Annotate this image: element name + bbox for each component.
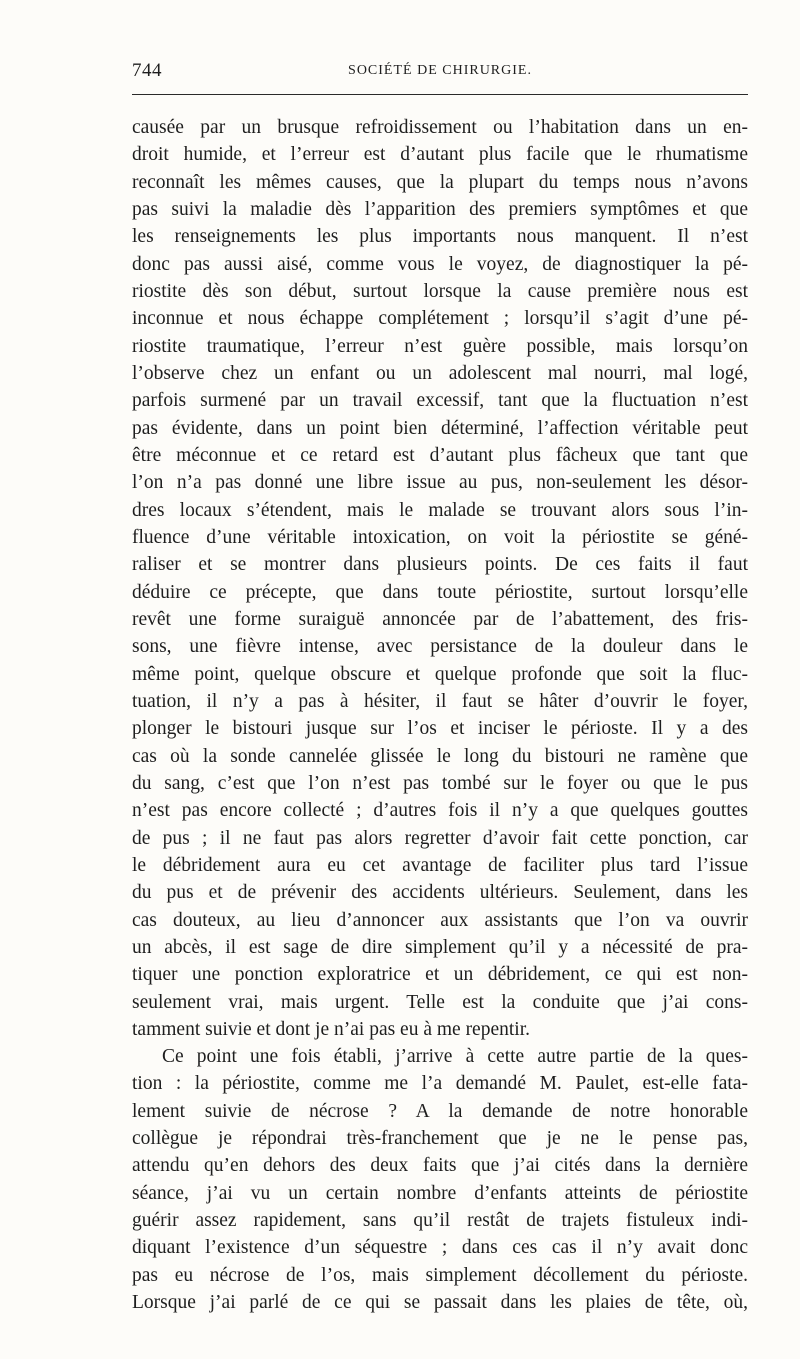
text-line: inconnue et nous échappe complétement ; lorsqu’il s’agit d’une pé- [132, 308, 748, 330]
text-line: sons, une fièvre intense, avec persistance de la douleur dans le [132, 636, 748, 658]
page-number: 744 [132, 60, 162, 81]
text-line: pas évidente, dans un point bien déterminé, l’affection véritable peut [132, 417, 748, 439]
text-line: un abcès, il est sage de dire simplement qu’il y a nécessité de pra- [132, 936, 748, 958]
text-line: de pus ; il ne faut pas alors regretter d’avoir fait cette ponction, car [132, 827, 748, 849]
text-line: diquant l’existence d’un séquestre ; dans ces cas il n’y avait donc [132, 1237, 748, 1259]
text-line: être méconnue et ce retard est d’autant plus fâcheux que tant que [132, 444, 748, 466]
text-line: dres locaux s’étendent, mais le malade se trouvant alors sous l’in- [132, 499, 748, 521]
text-line: collègue je répondrai très-franchement que je ne le pense pas, [132, 1128, 748, 1150]
text-line: raliser et se montrer dans plusieurs points. De ces faits il faut [132, 554, 748, 576]
text-line: tiquer une ponction exploratrice et un débridement, ce qui est non- [132, 964, 748, 986]
text-line: cas où la sonde cannelée glissée le long du bistouri ne ramène que [132, 745, 748, 767]
text-line: l’observe chez un enfant ou un adolescent mal nourri, mal logé, [132, 362, 748, 384]
text-line: riostite dès son début, surtout lorsque la cause première nous est [132, 280, 748, 302]
text-line: cas douteux, au lieu d’annoncer aux assistants que l’on va ouvrir [132, 909, 748, 931]
text-line: les renseignements les plus importants nous manquent. Il n’est [132, 226, 748, 248]
text-line: parfois surmené par un travail excessif, tant que la fluctuation n’est [132, 390, 748, 412]
body-text [132, 114, 748, 1316]
text-line: l’on n’a pas donné une libre issue au pus, non-seulement les désor- [132, 472, 748, 494]
text-line: droit humide, et l’erreur est d’autant plus facile que le rhumatisme [132, 144, 748, 166]
text-line: lement suivie de nécrose ? A la demande de notre honorable [132, 1100, 748, 1122]
text-line: donc pas aussi aisé, comme vous le voyez, de diagnostiquer la pé- [132, 253, 748, 275]
text-line: Lorsque j’ai parlé de ce qui se passait dans les plaies de tête, où, [132, 1292, 748, 1314]
text-line: guérir assez rapidement, sans qu’il restât de trajets fistuleux indi- [132, 1210, 748, 1232]
text-line: du pus et de prévenir des accidents ultérieurs. Seulement, dans les [132, 882, 748, 904]
text-line: causée par un brusque refroidissement ou l’habitation dans un en- [132, 117, 748, 138]
text-line: pas eu nécrose de l’os, mais simplement décollement du périoste. [132, 1264, 748, 1286]
text-line: le débridement aura eu cet avantage de faciliter plus tard l’issue [132, 854, 748, 876]
paragraph-end-line: tamment suivie et dont je n’ai pas eu à me repentir. [132, 1018, 530, 1040]
text-line: même point, quelque obscure et quelque profonde que soit la fluc- [132, 663, 748, 685]
text-line: tion : la périostite, comme me l’a demandé M. Paulet, est-elle fata- [132, 1073, 748, 1095]
text-line: séance, j’ai vu un certain nombre d’enfants atteints de périostite [132, 1182, 748, 1204]
text-line: pas suivi la maladie dès l’apparition des premiers symptômes et que [132, 198, 748, 220]
paragraph-start-line: Ce point une fois établi, j’arrive à cette autre partie de la ques- [162, 1046, 748, 1068]
text-line: seulement vrai, mais urgent. Telle est la conduite que j’ai cons- [132, 991, 748, 1013]
text-line: déduire ce précepte, que dans toute périostite, surtout lorsqu’elle [132, 581, 748, 603]
running-title: SOCIÉTÉ DE CHIRURGIE. [348, 63, 532, 78]
text-line: riostite traumatique, l’erreur n’est guère possible, mais lorsqu’on [132, 335, 748, 357]
page-header [132, 60, 748, 88]
text-line: revêt une forme suraiguë annoncée par de l’abattement, des fris- [132, 608, 748, 630]
text-line: attendu qu’en dehors des deux faits que j’ai cités dans la dernière [132, 1155, 748, 1177]
text-line: du sang, c’est que l’on n’est pas tombé sur le foyer ou que le pus [132, 772, 748, 794]
text-line: reconnaît les mêmes causes, que la plupart du temps nous n’avons [132, 171, 748, 193]
text-line: plonger le bistouri jusque sur l’os et inciser le périoste. Il y a des [132, 718, 748, 740]
text-line: fluence d’une véritable intoxication, on voit la périostite se géné- [132, 526, 748, 548]
text-line: n’est pas encore collecté ; d’autres fois il n’y a que quelques gouttes [132, 800, 748, 822]
header-rule [132, 94, 748, 95]
text-line: tuation, il n’y a pas à hésiter, il faut se hâter d’ouvrir le foyer, [132, 690, 748, 712]
